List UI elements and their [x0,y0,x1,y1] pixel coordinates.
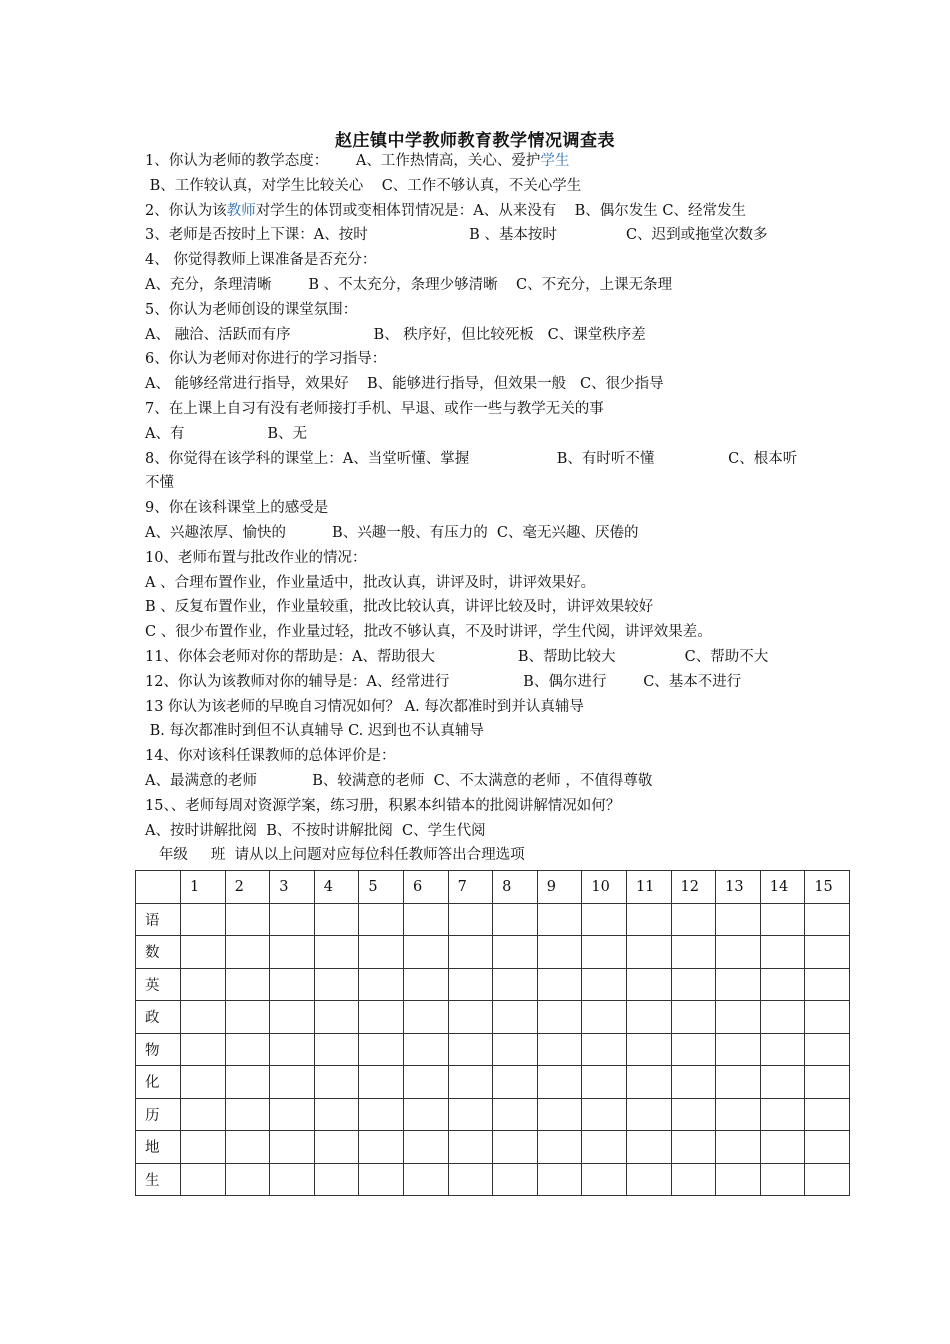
answer-cell[interactable] [270,1001,315,1034]
line-text: B 、反复布置作业，作业量较重，批改比较认真，讲评比较及时，讲评效果较好 [145,599,654,616]
answer-cell[interactable] [805,1163,850,1196]
answer-cell[interactable] [448,1033,493,1066]
answer-cell[interactable] [805,1098,850,1131]
survey-line [145,300,357,320]
answer-cell[interactable] [671,936,716,969]
line-text: 对学生的体罚或变相体罚情况是：A、从来没有 B、偶尔发生 C、经常发生 [255,202,746,219]
answer-cell[interactable] [225,1131,270,1164]
answer-cell[interactable] [270,936,315,969]
line-text: 14、你对该科任课教师的总体评价是： [145,748,396,765]
line-text: A、最满意的老师 B、较满意的老师 C、不太满意的老师 ，不值得尊敬 [145,773,653,789]
answer-cell[interactable] [537,1098,582,1131]
answer-cell[interactable] [493,1131,538,1164]
answer-cell[interactable] [359,936,404,969]
answer-cell[interactable] [359,1066,404,1099]
survey-line [145,647,768,667]
answer-cell[interactable] [716,1066,761,1099]
answer-cell[interactable] [671,1131,716,1164]
answer-cell[interactable] [359,1001,404,1034]
answer-cell[interactable] [716,936,761,969]
subject-label: 历 [136,1098,181,1131]
subject-label: 化 [136,1066,181,1099]
answer-cell[interactable] [760,1001,805,1034]
answer-cell[interactable] [181,1001,226,1034]
answer-cell[interactable] [537,1066,582,1099]
answer-cell[interactable] [225,936,270,969]
question-number-header: 5 [359,871,404,904]
line-text: 4、 你觉得教师上课准备是否充分： [145,252,377,269]
answer-cell[interactable] [403,1098,448,1131]
subject-label: 语 [136,903,181,936]
answer-cell[interactable] [760,936,805,969]
survey-line [145,821,486,841]
answer-cell[interactable] [181,1131,226,1164]
answer-cell[interactable] [448,1131,493,1164]
answer-cell[interactable] [314,1131,359,1164]
line-text: B、工作较认真，对学生比较关心 C、工作不够认真，不关心学生 [145,177,582,194]
line-text: A、 融洽、活跃而有序 B、 秩序好，但比较死板 C、课堂秩序差 [145,326,646,343]
answer-cell[interactable] [760,1163,805,1196]
answer-cell[interactable] [314,903,359,936]
line-text: 12、你认为该教师对你的辅导是：A、经常进行 B、偶尔进行 C、基本不进行 [145,673,742,690]
answer-cell[interactable] [225,1163,270,1196]
answer-cell[interactable] [314,1066,359,1099]
answer-cell[interactable] [582,903,627,936]
answer-cell[interactable] [270,1066,315,1099]
answer-cell[interactable] [671,1098,716,1131]
keyword-link[interactable]: 教师 [226,202,256,219]
answer-cell[interactable] [760,903,805,936]
answer-cell[interactable] [403,936,448,969]
answer-cell[interactable] [314,1098,359,1131]
line-text: 9、你在该科课堂上的感受是 [145,500,329,517]
survey-line [145,746,395,766]
answer-cell[interactable] [225,903,270,936]
answer-cell[interactable] [448,936,493,969]
line-text: 10、老师布置与批改作业的情况： [145,549,367,566]
survey-line [145,622,712,642]
answer-cell[interactable] [181,1163,226,1196]
answer-cell[interactable] [537,936,582,969]
answer-cell[interactable] [403,1131,448,1164]
survey-line [145,201,746,221]
answer-cell[interactable] [270,1131,315,1164]
survey-line [145,845,525,865]
answer-cell[interactable] [626,1033,671,1066]
subject-label: 英 [136,968,181,1001]
survey-line [145,721,484,741]
answer-cell[interactable] [537,1033,582,1066]
survey-line [145,275,672,295]
answer-cell[interactable] [716,1033,761,1066]
answer-cell[interactable] [270,1163,315,1196]
answer-cell[interactable] [582,1131,627,1164]
answer-cell[interactable] [314,1033,359,1066]
answer-cell[interactable] [359,1163,404,1196]
survey-line [145,325,646,345]
line-text: 2、你认为该 [145,202,227,219]
survey-line [145,573,595,593]
answer-cell[interactable] [671,903,716,936]
subject-row [136,968,850,1001]
question-number-header: 15 [805,871,850,904]
question-number-header: 4 [314,871,359,904]
survey-line [145,697,584,717]
answer-cell[interactable] [270,1098,315,1131]
answer-cell[interactable] [493,1098,538,1131]
survey-line [145,449,797,469]
line-text: B. 每次都准时到但不认真辅导 C. 迟到也不认真辅导 [145,723,484,740]
answer-cell[interactable] [403,1066,448,1099]
grid-corner-cell [136,871,181,904]
line-text: C 、很少布置作业，作业量过轻，批改不够认真，不及时讲评，学生代阅，讲评效果差。 [145,624,712,641]
answer-cell[interactable] [493,903,538,936]
answer-cell[interactable] [626,936,671,969]
question-number-header: 9 [537,871,582,904]
line-text: A、兴趣浓厚、愉快的 B、兴趣一般、有压力的 C、毫无兴趣、厌倦的 [145,525,639,541]
subject-row [136,1033,850,1066]
answer-cell[interactable] [626,1001,671,1034]
answer-cell[interactable] [671,1066,716,1099]
question-number-header: 3 [270,871,315,904]
answer-cell[interactable] [314,936,359,969]
answer-cell[interactable] [582,1066,627,1099]
survey-line [145,176,581,196]
question-number-header: 13 [716,871,761,904]
answer-cell[interactable] [403,1001,448,1034]
answer-cell[interactable] [716,903,761,936]
answer-cell[interactable] [448,968,493,1001]
answer-cell[interactable] [626,1163,671,1196]
keyword-link[interactable]: 学生 [540,153,570,169]
answer-cell[interactable] [626,968,671,1001]
answer-cell[interactable] [582,1001,627,1034]
line-text: 年级 班 请从以上问题对应每位科任教师答出合理选项 [145,847,525,864]
subject-row [136,1098,850,1131]
answer-cell[interactable] [760,1033,805,1066]
subject-label: 数 [136,936,181,969]
subject-row [136,903,850,936]
survey-line [145,672,741,692]
answer-cell[interactable] [359,968,404,1001]
subject-label: 生 [136,1163,181,1196]
answer-cell[interactable] [225,1001,270,1034]
answer-cell[interactable] [582,936,627,969]
answer-cell[interactable] [582,968,627,1001]
answer-cell[interactable] [582,1098,627,1131]
answer-cell[interactable] [582,1033,627,1066]
survey-line [145,523,639,543]
answer-cell[interactable] [493,936,538,969]
answer-cell[interactable] [537,968,582,1001]
answer-cell[interactable] [805,1131,850,1164]
answer-cell[interactable] [270,1033,315,1066]
answer-cell[interactable] [626,1098,671,1131]
question-number-header: 10 [582,871,627,904]
answer-cell[interactable] [671,1033,716,1066]
answer-cell[interactable] [359,1033,404,1066]
survey-line [145,151,569,171]
question-number-header: 1 [181,871,226,904]
question-number-header: 7 [448,871,493,904]
answer-cell[interactable] [805,968,850,1001]
answer-cell[interactable] [493,1066,538,1099]
answer-cell[interactable] [225,968,270,1001]
answer-cell[interactable] [181,903,226,936]
answer-cell[interactable] [626,903,671,936]
line-text: 3、老师是否按时上下课：A、按时 B 、基本按时 C、迟到或拖堂次数多 [145,227,768,244]
answer-cell[interactable] [805,1066,850,1099]
survey-line [145,424,307,444]
answer-cell[interactable] [448,1001,493,1034]
answer-cell[interactable] [448,1163,493,1196]
answer-cell[interactable] [270,903,315,936]
answer-cell[interactable] [805,936,850,969]
question-number-header: 14 [760,871,805,904]
question-number-header: 2 [225,871,270,904]
answer-cell[interactable] [448,903,493,936]
question-number-header: 6 [403,871,448,904]
answer-cell[interactable] [626,1131,671,1164]
answer-cell[interactable] [671,1163,716,1196]
answer-cell[interactable] [716,1163,761,1196]
survey-line [145,597,653,617]
line-text: 5、你认为老师创设的课堂氛围： [145,301,358,318]
answer-cell[interactable] [626,1066,671,1099]
line-text: 6、你认为老师对你进行的学习指导： [145,351,387,368]
answer-cell[interactable] [760,1131,805,1164]
survey-line [145,796,620,816]
survey-line [145,473,174,493]
answer-cell[interactable] [537,1131,582,1164]
line-text: A、充分，条理清晰 B 、不太充分，条理少够清晰 C、不充分，上课无条理 [145,277,673,293]
answer-cell[interactable] [493,1001,538,1034]
answer-cell[interactable] [181,1098,226,1131]
line-text: 11、你体会老师对你的帮助是：A、帮助很大 B、帮助比较大 C、帮助不大 [145,649,769,665]
line-text: A、按时讲解批阅 B、不按时讲解批阅 C、学生代阅 [145,822,486,839]
answer-cell[interactable] [493,968,538,1001]
line-text: A、有 B、无 [145,425,308,442]
answer-cell[interactable] [582,1163,627,1196]
survey-line [145,548,366,568]
answer-cell[interactable] [537,903,582,936]
line-text: 不懂 [145,475,174,492]
answer-cell[interactable] [805,1001,850,1034]
subject-label: 政 [136,1001,181,1034]
question-number-header: 8 [493,871,538,904]
answer-cell[interactable] [671,1001,716,1034]
answer-cell[interactable] [716,1131,761,1164]
line-text: 7、在上课上自习有没有老师接打手机、早退、或作一些与教学无关的事 [145,401,604,417]
answer-cell[interactable] [448,1066,493,1099]
line-text: A 、合理布置作业，作业量适中，批改认真，讲评及时，讲评效果好。 [145,574,596,591]
answer-cell[interactable] [225,1098,270,1131]
survey-line [145,498,328,518]
subject-row [136,1163,850,1196]
survey-line [145,374,664,394]
answer-cell[interactable] [403,1033,448,1066]
answer-cell[interactable] [403,903,448,936]
survey-line [145,250,376,270]
answer-cell[interactable] [225,1066,270,1099]
answer-cell[interactable] [493,1163,538,1196]
answer-cell[interactable] [403,968,448,1001]
answer-cell[interactable] [359,1131,404,1164]
answer-grid [135,870,850,1196]
question-number-header: 12 [671,871,716,904]
line-text: 1、你认为老师的教学态度： A、工作热情高，关心、爱护 [145,153,541,169]
answer-cell[interactable] [359,903,404,936]
answer-cell[interactable] [181,936,226,969]
answer-cell[interactable] [760,968,805,1001]
answer-cell[interactable] [537,1001,582,1034]
survey-line [145,771,652,791]
answer-cell[interactable] [448,1098,493,1131]
subject-label: 地 [136,1131,181,1164]
answer-cell[interactable] [314,1163,359,1196]
subject-row [136,1066,850,1099]
answer-cell[interactable] [181,1033,226,1066]
answer-cell[interactable] [716,1001,761,1034]
line-text: 13 你认为该老师的早晚自习情况如何？ A. 每次都准时到并认真辅导 [145,698,584,715]
answer-cell[interactable] [403,1163,448,1196]
answer-cell[interactable] [537,1163,582,1196]
line-text: A、 能够经常进行指导，效果好 B、能够进行指导，但效果一般 C、很少指导 [145,376,664,393]
subject-row [136,936,850,969]
answer-cell[interactable] [181,968,226,1001]
answer-cell[interactable] [314,968,359,1001]
line-text: 15、、老师每周对资源学案，练习册，积累本纠错本的批阅讲解情况如何？ [145,797,621,814]
answer-cell[interactable] [493,1033,538,1066]
survey-line [145,349,386,369]
survey-line [145,225,768,245]
answer-cell[interactable] [805,903,850,936]
answer-cell[interactable] [181,1066,226,1099]
survey-line [145,399,604,419]
subject-label: 物 [136,1033,181,1066]
line-text: 8、你觉得在该学科的课堂上：A、当堂听懂、掌握 B、有时听不懂 C、根本听 [145,450,798,467]
question-number-header: 11 [626,871,671,904]
answer-cell[interactable] [760,1098,805,1131]
document-title: 赵庄镇中学教师教育教学情况调查表 [335,131,615,151]
subject-row [136,1001,850,1034]
answer-cell[interactable] [225,1033,270,1066]
answer-cell[interactable] [359,1098,404,1131]
answer-cell[interactable] [671,968,716,1001]
subject-row [136,1131,850,1164]
answer-cell[interactable] [270,968,315,1001]
answer-cell[interactable] [314,1001,359,1034]
grid-header-row [136,871,850,904]
answer-cell[interactable] [805,1033,850,1066]
answer-cell[interactable] [716,968,761,1001]
answer-cell[interactable] [760,1066,805,1099]
answer-cell[interactable] [716,1098,761,1131]
